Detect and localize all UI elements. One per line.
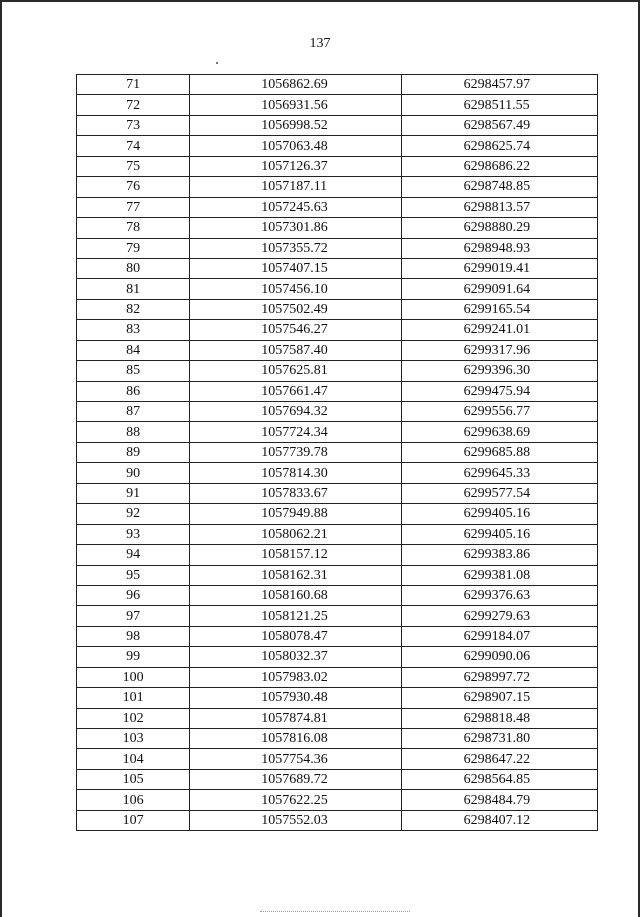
x-coordinate-cell: 1057949.88 bbox=[190, 504, 401, 524]
point-number-cell: 75 bbox=[77, 156, 190, 176]
y-coordinate-cell: 6299317.96 bbox=[401, 340, 597, 360]
y-coordinate-cell: 6299376.63 bbox=[401, 585, 597, 605]
x-coordinate-cell: 1057546.27 bbox=[190, 320, 401, 340]
y-coordinate-cell: 6298625.74 bbox=[401, 136, 597, 156]
y-coordinate-cell: 6299405.16 bbox=[401, 524, 597, 544]
y-coordinate-cell: 6298731.80 bbox=[401, 729, 597, 749]
point-number-cell: 72 bbox=[77, 95, 190, 115]
table-row bbox=[77, 218, 598, 238]
point-number-cell: 105 bbox=[77, 769, 190, 789]
table-row bbox=[77, 95, 598, 115]
table-row bbox=[77, 688, 598, 708]
x-coordinate-cell: 1057983.02 bbox=[190, 667, 401, 687]
table-row bbox=[77, 749, 598, 769]
y-coordinate-cell: 6299638.69 bbox=[401, 422, 597, 442]
scan-edge-left bbox=[0, 0, 2, 917]
y-coordinate-cell: 6298907.15 bbox=[401, 688, 597, 708]
x-coordinate-cell: 1057502.49 bbox=[190, 299, 401, 319]
point-number-cell: 74 bbox=[77, 136, 190, 156]
y-coordinate-cell: 6299685.88 bbox=[401, 442, 597, 462]
x-coordinate-cell: 1057661.47 bbox=[190, 381, 401, 401]
y-coordinate-cell: 6299091.64 bbox=[401, 279, 597, 299]
point-number-cell: 71 bbox=[77, 75, 190, 95]
x-coordinate-cell: 1058121.25 bbox=[190, 606, 401, 626]
point-number-cell: 107 bbox=[77, 810, 190, 830]
y-coordinate-cell: 6299396.30 bbox=[401, 361, 597, 381]
y-coordinate-cell: 6298813.57 bbox=[401, 197, 597, 217]
point-number-cell: 80 bbox=[77, 258, 190, 278]
y-coordinate-cell: 6299241.01 bbox=[401, 320, 597, 340]
table-row bbox=[77, 258, 598, 278]
x-coordinate-cell: 1057456.10 bbox=[190, 279, 401, 299]
x-coordinate-cell: 1058078.47 bbox=[190, 626, 401, 646]
y-coordinate-cell: 6299090.06 bbox=[401, 647, 597, 667]
y-coordinate-cell: 6298457.97 bbox=[401, 75, 597, 95]
point-number-cell: 90 bbox=[77, 463, 190, 483]
y-coordinate-cell: 6298686.22 bbox=[401, 156, 597, 176]
point-number-cell: 99 bbox=[77, 647, 190, 667]
point-number-cell: 73 bbox=[77, 115, 190, 135]
table-row bbox=[77, 626, 598, 646]
table-row bbox=[77, 810, 598, 830]
point-number-cell: 78 bbox=[77, 218, 190, 238]
table-row bbox=[77, 463, 598, 483]
table-row bbox=[77, 545, 598, 565]
x-coordinate-cell: 1057355.72 bbox=[190, 238, 401, 258]
x-coordinate-cell: 1057245.63 bbox=[190, 197, 401, 217]
table-row bbox=[77, 606, 598, 626]
y-coordinate-cell: 6299381.08 bbox=[401, 565, 597, 585]
x-coordinate-cell: 1057814.30 bbox=[190, 463, 401, 483]
table-row bbox=[77, 340, 598, 360]
x-coordinate-cell: 1057587.40 bbox=[190, 340, 401, 360]
y-coordinate-cell: 6299165.54 bbox=[401, 299, 597, 319]
x-coordinate-cell: 1058157.12 bbox=[190, 545, 401, 565]
point-number-cell: 93 bbox=[77, 524, 190, 544]
point-number-cell: 77 bbox=[77, 197, 190, 217]
point-number-cell: 83 bbox=[77, 320, 190, 340]
y-coordinate-cell: 6299279.63 bbox=[401, 606, 597, 626]
table-row bbox=[77, 442, 598, 462]
x-coordinate-cell: 1057874.81 bbox=[190, 708, 401, 728]
point-number-cell: 81 bbox=[77, 279, 190, 299]
scan-edge-top bbox=[0, 0, 640, 2]
point-number-cell: 94 bbox=[77, 545, 190, 565]
table-row bbox=[77, 667, 598, 687]
table-row bbox=[77, 136, 598, 156]
y-coordinate-cell: 6299475.94 bbox=[401, 381, 597, 401]
table-row bbox=[77, 238, 598, 258]
point-number-cell: 84 bbox=[77, 340, 190, 360]
coordinates-table bbox=[76, 74, 598, 831]
y-coordinate-cell: 6298567.49 bbox=[401, 115, 597, 135]
table-row bbox=[77, 647, 598, 667]
y-coordinate-cell: 6298818.48 bbox=[401, 708, 597, 728]
point-number-cell: 86 bbox=[77, 381, 190, 401]
point-number-cell: 76 bbox=[77, 177, 190, 197]
x-coordinate-cell: 1058032.37 bbox=[190, 647, 401, 667]
y-coordinate-cell: 6299577.54 bbox=[401, 483, 597, 503]
table-row bbox=[77, 177, 598, 197]
point-number-cell: 104 bbox=[77, 749, 190, 769]
y-coordinate-cell: 6298647.22 bbox=[401, 749, 597, 769]
table-row bbox=[77, 565, 598, 585]
y-coordinate-cell: 6299019.41 bbox=[401, 258, 597, 278]
table-row bbox=[77, 320, 598, 340]
y-coordinate-cell: 6299405.16 bbox=[401, 504, 597, 524]
table-row bbox=[77, 524, 598, 544]
x-coordinate-cell: 1057407.15 bbox=[190, 258, 401, 278]
y-coordinate-cell: 6298948.93 bbox=[401, 238, 597, 258]
x-coordinate-cell: 1056862.69 bbox=[190, 75, 401, 95]
table-row bbox=[77, 361, 598, 381]
table-row bbox=[77, 504, 598, 524]
table-row bbox=[77, 708, 598, 728]
y-coordinate-cell: 6298484.79 bbox=[401, 790, 597, 810]
y-coordinate-cell: 6299645.33 bbox=[401, 463, 597, 483]
point-number-cell: 82 bbox=[77, 299, 190, 319]
y-coordinate-cell: 6298748.85 bbox=[401, 177, 597, 197]
x-coordinate-cell: 1057724.34 bbox=[190, 422, 401, 442]
table-row bbox=[77, 156, 598, 176]
x-coordinate-cell: 1057625.81 bbox=[190, 361, 401, 381]
x-coordinate-cell: 1057552.03 bbox=[190, 810, 401, 830]
point-number-cell: 85 bbox=[77, 361, 190, 381]
table-row bbox=[77, 729, 598, 749]
table-row bbox=[77, 197, 598, 217]
point-number-cell: 89 bbox=[77, 442, 190, 462]
table-row bbox=[77, 402, 598, 422]
x-coordinate-cell: 1058062.21 bbox=[190, 524, 401, 544]
point-number-cell: 102 bbox=[77, 708, 190, 728]
x-coordinate-cell: 1057187.11 bbox=[190, 177, 401, 197]
scan-speck bbox=[216, 62, 218, 64]
point-number-cell: 91 bbox=[77, 483, 190, 503]
point-number-cell: 106 bbox=[77, 790, 190, 810]
table-row bbox=[77, 75, 598, 95]
table-row bbox=[77, 483, 598, 503]
point-number-cell: 95 bbox=[77, 565, 190, 585]
x-coordinate-cell: 1057816.08 bbox=[190, 729, 401, 749]
x-coordinate-cell: 1057126.37 bbox=[190, 156, 401, 176]
y-coordinate-cell: 6298997.72 bbox=[401, 667, 597, 687]
x-coordinate-cell: 1056931.56 bbox=[190, 95, 401, 115]
point-number-cell: 92 bbox=[77, 504, 190, 524]
x-coordinate-cell: 1057622.25 bbox=[190, 790, 401, 810]
y-coordinate-cell: 6298564.85 bbox=[401, 769, 597, 789]
table-row bbox=[77, 769, 598, 789]
table-row bbox=[77, 279, 598, 299]
point-number-cell: 97 bbox=[77, 606, 190, 626]
y-coordinate-cell: 6299556.77 bbox=[401, 402, 597, 422]
x-coordinate-cell: 1057833.67 bbox=[190, 483, 401, 503]
x-coordinate-cell: 1056998.52 bbox=[190, 115, 401, 135]
table-row bbox=[77, 585, 598, 605]
coordinates-table-body bbox=[77, 75, 598, 831]
x-coordinate-cell: 1057739.78 bbox=[190, 442, 401, 462]
point-number-cell: 87 bbox=[77, 402, 190, 422]
scan-bottom-mark bbox=[260, 911, 410, 913]
point-number-cell: 98 bbox=[77, 626, 190, 646]
x-coordinate-cell: 1057694.32 bbox=[190, 402, 401, 422]
x-coordinate-cell: 1057930.48 bbox=[190, 688, 401, 708]
x-coordinate-cell: 1057063.48 bbox=[190, 136, 401, 156]
y-coordinate-cell: 6299383.86 bbox=[401, 545, 597, 565]
table-row bbox=[77, 115, 598, 135]
point-number-cell: 79 bbox=[77, 238, 190, 258]
point-number-cell: 96 bbox=[77, 585, 190, 605]
y-coordinate-cell: 6298511.55 bbox=[401, 95, 597, 115]
table-row bbox=[77, 422, 598, 442]
x-coordinate-cell: 1058162.31 bbox=[190, 565, 401, 585]
point-number-cell: 101 bbox=[77, 688, 190, 708]
x-coordinate-cell: 1057689.72 bbox=[190, 769, 401, 789]
y-coordinate-cell: 6299184.07 bbox=[401, 626, 597, 646]
table-row bbox=[77, 299, 598, 319]
x-coordinate-cell: 1057301.86 bbox=[190, 218, 401, 238]
y-coordinate-cell: 6298880.29 bbox=[401, 218, 597, 238]
x-coordinate-cell: 1057754.36 bbox=[190, 749, 401, 769]
table-row bbox=[77, 790, 598, 810]
y-coordinate-cell: 6298407.12 bbox=[401, 810, 597, 830]
point-number-cell: 88 bbox=[77, 422, 190, 442]
table-row bbox=[77, 381, 598, 401]
x-coordinate-cell: 1058160.68 bbox=[190, 585, 401, 605]
page-number: 137 bbox=[309, 36, 331, 51]
point-number-cell: 103 bbox=[77, 729, 190, 749]
point-number-cell: 100 bbox=[77, 667, 190, 687]
